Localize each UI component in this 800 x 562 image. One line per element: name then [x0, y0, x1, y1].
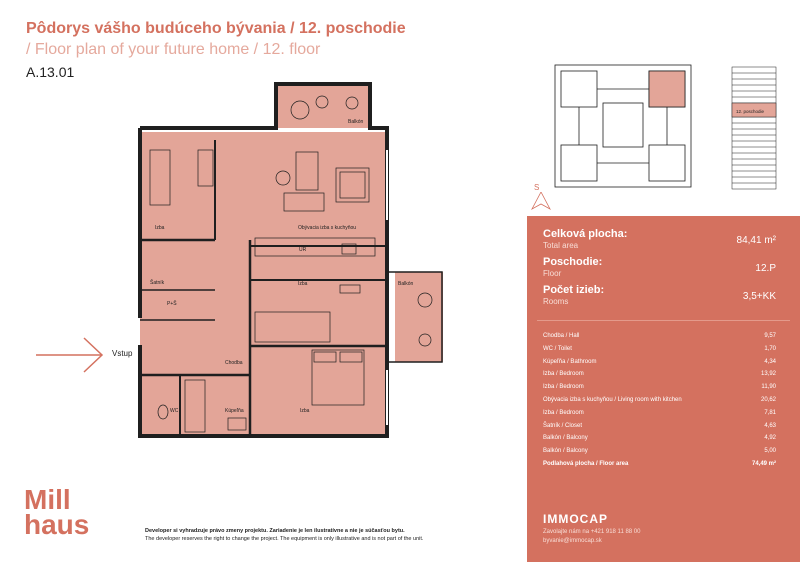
label-wc: WC — [170, 408, 179, 414]
compass-arrow-icon — [530, 192, 552, 210]
label-izba-1: Izba — [155, 225, 165, 231]
panel-divider — [537, 320, 790, 321]
total-area-sub: Total area — [543, 241, 579, 250]
label-obyvacia: Obývacia izba s kuchyňou — [298, 225, 357, 231]
list-item: Obývacia izba s kuchyňou / Living room with kitchen 20,62 — [543, 396, 776, 403]
label-ur: UR — [299, 247, 307, 253]
rooms-count-sub: Rooms — [543, 297, 569, 306]
floor-label: Poschodie: — [543, 256, 603, 268]
rooms-count-value: 3,5+KK — [742, 291, 776, 302]
page-subtitle: / Floor plan of your future home / 12. floor — [26, 41, 321, 58]
list-item: WC / Toilet 1,70 — [543, 345, 776, 352]
info-panel — [527, 216, 800, 562]
floor-plan — [130, 80, 450, 445]
list-item: Kúpeľňa / Bathroom 4,34 — [543, 358, 776, 365]
label-izba-2: Izba — [298, 281, 308, 287]
entrance-arrow-icon — [34, 335, 106, 375]
label-balkon-top: Balkón — [348, 119, 364, 125]
list-item: Izba / Bedroom 13,92 — [543, 371, 776, 378]
list-item: Izba / Bedroom 11,90 — [543, 384, 776, 391]
list-item: Izba / Bedroom 7,81 — [543, 409, 776, 416]
label-satnik: Šatník — [150, 280, 165, 286]
list-item: Šatník / Closet 4,63 — [543, 422, 776, 429]
compass — [530, 183, 552, 215]
floor-area-total: Podlahová plocha / Floor area 74,49 m² — [543, 460, 776, 467]
compass-label: S — [534, 183, 540, 192]
millhaus-logo — [24, 484, 90, 540]
floor-row — [543, 256, 776, 278]
contact-phone: Zavolajte nám na +421 918 11 88 00 — [543, 529, 641, 535]
entrance-label: Vstup — [112, 349, 133, 358]
label-chodba: Chodba — [225, 360, 243, 366]
logo-line-1: Mill — [24, 484, 71, 515]
total-area-value: 84,41 m² — [736, 235, 776, 246]
rooms-count-label: Počet izieb: — [543, 284, 605, 296]
total-area-row — [543, 228, 776, 250]
label-izba-3: Izba — [300, 408, 310, 414]
page-title: Pôdorys vášho budúceho bývania / 12. poschodie — [26, 20, 406, 37]
floor-highlight-label: 12. poschodie — [736, 109, 765, 114]
rooms-count-row — [543, 284, 776, 306]
label-kupelna: Kúpeľňa — [225, 408, 244, 414]
total-area-label: Celková plocha: — [543, 228, 628, 240]
floor-value: 12.P — [755, 263, 776, 274]
list-item: Chodba / Hall 9,57 — [543, 333, 776, 339]
company-logo: IMMOCAP — [543, 512, 608, 526]
label-closet-mark: P+Š — [167, 301, 177, 307]
contact-email: byvanie@immocap.sk — [543, 538, 602, 544]
unit-code: A.13.01 — [26, 64, 75, 80]
disclaimer-en: The developer reserves the right to change the project. The equipment is only illustrative and is not part of the unit. — [145, 536, 424, 542]
disclaimer-sk: Developer si vyhradzuje právo zmeny projektu. Zariadenie je len ilustratívne a nie je súčasťou bytu. — [145, 528, 405, 534]
building-key-plan — [553, 63, 695, 193]
floor-sub: Floor — [543, 269, 562, 278]
contact-info — [543, 528, 640, 546]
room-area-list — [543, 330, 776, 471]
logo-line-2: haus — [24, 509, 90, 540]
list-item: Balkón / Balcony 5,00 — [543, 448, 776, 455]
label-balkon-right: Balkón — [398, 281, 414, 287]
building-elevation — [724, 65, 784, 195]
list-item: Balkón / Balcony 4,92 — [543, 435, 776, 442]
